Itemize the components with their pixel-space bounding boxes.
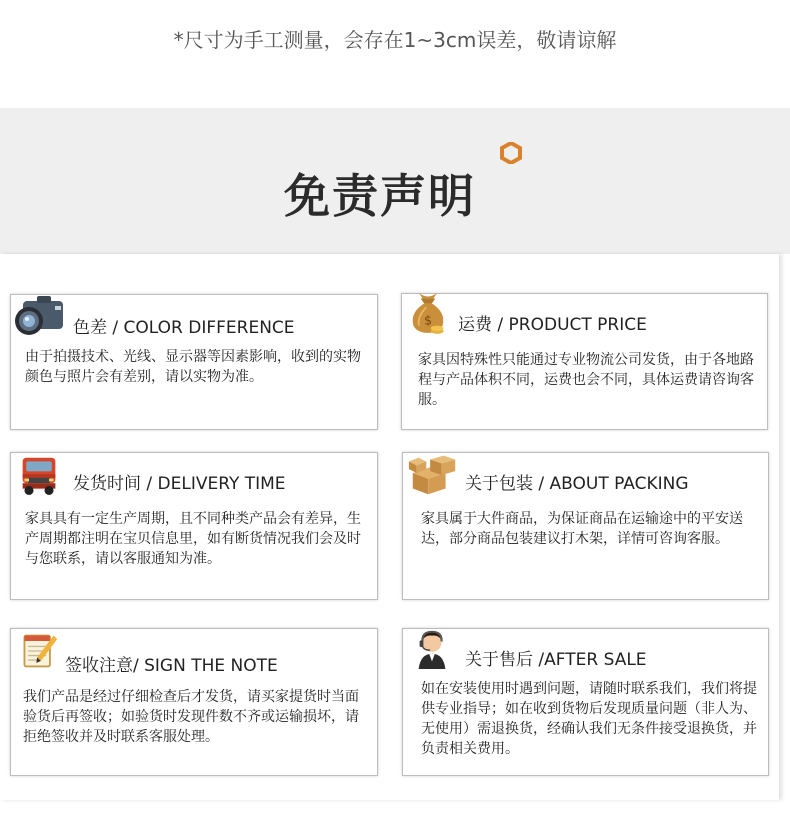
hexagon-icon [500,142,522,164]
color-difference-card [10,294,378,430]
card-title: 发货时间 / DELIVERY TIME [73,474,286,494]
notepad-pencil-icon [19,629,59,673]
card-body: 如在安装使用时遇到问题，请随时联系我们，我们将提供专业指导；如在收到货物后发现质量问题（非人为、无使用）需退换货，经确认我们无条件接受退换货，并负责相关费用。 [421,681,757,757]
sign-note-card [10,628,378,776]
support-agent-icon [411,625,453,673]
card-title: 关于售后 /AFTER SALE [465,650,647,670]
after-sale-card [402,628,769,776]
camera-icon [11,293,73,337]
about-packing-card [402,452,769,600]
money-bag-icon [408,288,448,336]
card-body: 家具具有一定生产周期，且不同种类产品会有差异，生产周期都注明在宝贝信息里，如有断货情况我们会及时与您联系，请以客服通知为准。 [25,511,361,567]
card-body: 由于拍摄技术、光线、显示器等因素影响，收到的实物颜色与照片会有差别，请以实物为准。 [25,349,361,385]
svg-text:$: $ [423,312,433,328]
card-title: 签收注意/ SIGN THE NOTE [65,656,278,676]
delivery-time-card [10,452,378,600]
boxes-icon [407,451,461,497]
truck-icon [19,453,59,497]
card-title: 色差 / COLOR DIFFERENCE [73,318,295,338]
card-body: 家具因特殊性只能通过专业物流公司发货，由于各地路程与产品体积不同，运费也会不同，具体运费请咨询客服。 [418,352,754,408]
product-price-card [401,293,768,430]
card-title: 关于包装 / ABOUT PACKING [465,474,689,494]
disclaimer-panel [0,254,779,800]
page-title: 免责声明 [284,169,476,223]
card-body: 我们产品是经过仔细检查后才发货，请买家提货时当面验货后再签收；如验货时发现件数不齐或运输损坏，请拒绝签收并及时联系客服处理。 [23,689,359,745]
card-title: 运费 / PRODUCT PRICE [458,315,647,335]
card-body: 家具属于大件商品，为保证商品在运输途中的平安送达，部分商品包装建议打木架，详情可咨询客服。 [421,511,743,547]
measurement-note: *尺寸为手工测量，会存在1~3cm误差，敬请谅解 [173,28,617,52]
